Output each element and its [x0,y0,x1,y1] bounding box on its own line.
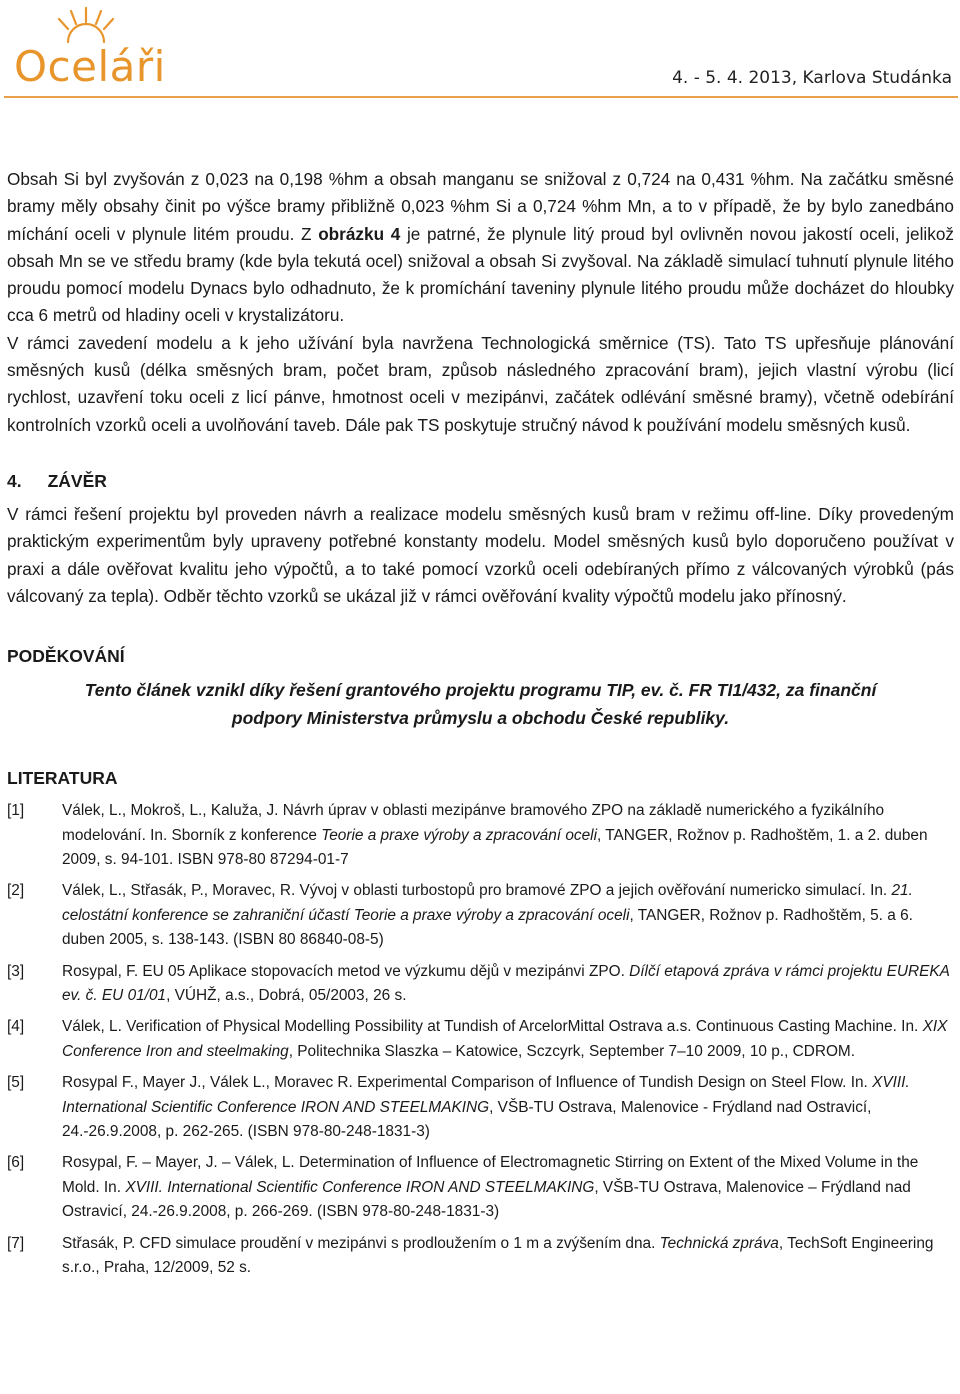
paragraph-technical-guideline: V rámci zavedení modelu a k jeho užívání byla navržena Technologická směrnice (TS). Tato TS upřesňuje plánování směsných kusů (délka směsných bram, počet bram, způsob následného zpracování bram), jejich vlastní výrobu (licí rychlost, uzavření toku oceli z licí pánve, hmotnost oceli v mezipánvi, začátek odlévání směsné bramy), včetně odebírání kontrolních vzorků oceli a uvolňování taveb. Dále pak TS poskytuje stručný návod k používání modelu směsných kusů. [7,332,954,435]
paragraph-results: Obsah Si byl zvyšován z 0,023 na 0,198 %hm a obsah manganu se snižoval z 0,724 na 0,431 %hm. Na začátku směsné bramy měly obsahy činit po výšce bramy přibližně 0,023 %hm Si a 0,724 %hm Mn, a to v případě, že by bylo zanedbáno míchání oceli v plynule litém proudu. Z obrázku 4 je patrné, že plynule litý proud byl ovlivněn novou jakostí oceli, jelikož obsah Mn se ve středu bramy (kde byla tekutá ocel) snižoval a obsah Si zvyšoval. Na základě simulací tuhnutí plynule litého proudu pomocí modelu Dynacs bylo odhadnuto, že k promíchání taveniny plynule litého proudu může docházet do hloubky cca 6 metrů od hladiny oceli v krystalizátoru. [7,169,954,326]
logo-text: Oceláři [14,42,166,91]
reference-list [7,799,954,1280]
figure-reference: obrázku 4 [318,223,401,244]
reference-item: [5] Rosypal F., Mayer J., Válek L., Moravec R. Experimental Comparison of Influence of Tundish Design on Steel Flow. In. XVIII. International Scientific Conference IRON AND STEELMAKING, VŠB-TU Ostrava, Malenovice - Frýdland nad Ostravicí, 24.-26.9.2008, p. 262-265. (ISBN 978-80-248-1831-3) [7,1074,910,1141]
section-number: 4. [7,470,22,491]
section-heading-conclusion [7,471,954,492]
reference-item: [6] Rosypal, F. – Mayer, J. – Válek, L. Determination of Influence of Electromagnetic Stirring on Extent of the Mixed Volume in the Mold. In. XVIII. International Scientific Conference IRON AND STEELMAKING, VŠB-TU Ostrava, Malenovice – Frýdland nad Ostravicí, 24.-26.9.2008, p. 266-269. (ISBN 978-80-248-1831-3) [7,1154,919,1221]
paragraph-conclusion: V rámci řešení projektu byl proveden návrh a realizace modelu směsných kusů bram v režimu off-line. Díky provedeným praktickým experimentům byly upraveny potřebné konstanty modelu. Model směsných kusů bylo doporučeno používat v praxi a dále ověřovat kvalitu jeho výpočtů, a to také pomocí vzorků oceli odebíraných přímo z válcovaných výrobků (pás válcovaný za tepla). Odběr těchto vzorků se ukázal již v rámci ověřování kvality výpočtů modelu jako přínosný. [7,503,954,606]
reference-item: [1] Válek, L., Mokroš, L., Kaluža, J. Návrh úprav v oblasti mezipánve bramového ZPO na základě numerického a fyzikálního modelování. In. Sborník z konference Teorie a praxe výroby a zpracování oceli, TANGER, Rožnov p. Radhoštěm, 1. a 2. duben 2009, s. 94-101. ISBN 978-80 87294-01-7 [7,802,928,868]
reference-item: [2] Válek, L., Střasák, P., Moravec, R. Vývoj v oblasti turbostopů pro bramové ZPO a jejich ověřování numericko simulací. In. 21. celostátní konference se zahraniční účastí Teorie a praxe výroby a zpracování oceli, TANGER, Rožnov p. Radhoštěm, 5. a 6. duben 2005, s. 138-143. (ISBN 80 86840-08-5) [7,882,913,949]
section-heading-acknowledgement: PODĚKOVÁNÍ [7,646,125,667]
logo [6,2,166,92]
reference-item: [4] Válek, L. Verification of Physical Modelling Possibility at Tundish of ArcelorMittal Ostrava a.s. Continuous Casting Machine. In. XIX Conference Iron and steelmaking, Politechnika Slaszka – Katowice, Sczcyrk, September 7–10 2009, 10 p., CDROM. [7,1018,948,1060]
document-body [7,166,954,1280]
section-heading-references: LITERATURA [7,768,118,789]
section-title: ZÁVĚR [47,470,107,491]
page-header [0,0,960,105]
event-date-location: 4. - 5. 4. 2013, Karlova Studánka [672,68,952,88]
reference-item: [3] Rosypal, F. EU 05 Aplikace stopovacích metod ve výzkumu dějů v mezipánvi ZPO. Dílčí etapová zpráva v rámci projektu EUREKA ev. č. EU 01/01, VÚHŽ, a.s., Dobrá, 05/2003, 26 s. [7,962,950,1004]
header-divider [4,96,958,98]
acknowledgement-text: Tento článek vznikl díky řešení grantového projektu programu TIP, ev. č. FR TI1/432, za finanční podpory Ministerstva průmyslu a obchodu České republiky. [84,680,877,728]
reference-item: [7] Střasák, P. CFD simulace proudění v mezipánvi s prodloužením o 1 m a zvýšením dna. Technická zpráva, TechSoft Engineering s.r.o., Praha, 12/2009, 52 s. [7,1234,934,1277]
